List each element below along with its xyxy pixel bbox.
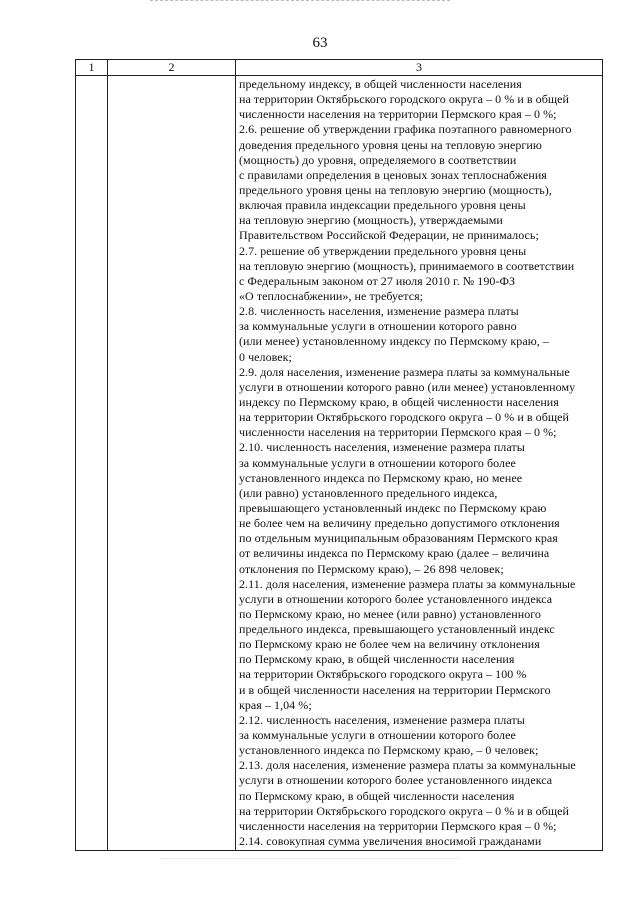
text-line: (или равно) установленного предельного индекса, [239, 485, 498, 500]
text-line: с правилами определения в ценовых зонах теплоснабжения [239, 167, 547, 182]
text-line: предельного индекса, превышающего установленный индекс [239, 622, 555, 637]
text-line: с Федеральным законом от 27 июля 2010 г. № 190-ФЗ [239, 273, 516, 288]
text-line: индексу по Пермскому краю, в общей численности населения [239, 394, 559, 409]
text-line: «О теплоснабжении», не требуется; [239, 288, 424, 303]
column-header-1: 1 [76, 60, 108, 76]
text-line: 2.14. совокупная сумма увеличения вносимой гражданами [239, 834, 542, 849]
text-line: доведения предельного уровня цены на тепловую энергию [239, 137, 542, 152]
text-line: 2.7. решение об утверждении предельного уровня цены [239, 243, 527, 258]
text-line: на территории Октябрьского городского округа – 0 % и в общей [239, 803, 570, 818]
text-line: предельного уровня цены на тепловую энергию (мощность), [239, 182, 552, 197]
table-header-row [76, 60, 603, 76]
text-line: за коммунальные услуги в отношении которого более [239, 455, 516, 470]
text-line: превышающего установленный индекс по Пермскому краю [239, 500, 547, 515]
text-line: 2.9. доля населения, изменение размера платы за коммунальные [239, 364, 570, 379]
text-line: по Пермскому краю, но менее (или равно) установленного [239, 606, 541, 621]
text-line: отклонения по Пермскому краю), – 26 898 человек; [239, 561, 504, 576]
page-number: 63 [312, 35, 328, 51]
text-line: 2.6. решение об утверждении графика поэтапного равномерного [239, 122, 572, 137]
text-line: за коммунальные услуги в отношении которого равно [239, 319, 517, 334]
document-table [75, 59, 603, 851]
text-line: 2.11. доля населения, изменение размера платы за коммунальные [239, 576, 576, 591]
text-line: 0 человек; [239, 349, 292, 364]
text-line: численности населения на территории Пермского края – 0 %; [239, 107, 557, 122]
text-line: не более чем на величину предельно допустимого отклонения [239, 516, 560, 531]
text-line: 2.12. численность населения, изменение размера платы [239, 712, 525, 727]
text-line: на территории Октябрьского городского округа – 0 % и в общей [239, 92, 570, 107]
text-line: численности населения на территории Пермского края – 0 %; [239, 818, 557, 833]
text-line: 2.8. численность населения, изменение размера платы [239, 304, 519, 319]
text-line: (или менее) установленному индексу по Пермскому краю, – [239, 334, 549, 349]
cell-col-1 [76, 76, 108, 851]
text-line: по Пермскому краю не более чем на величину отклонения [239, 637, 540, 652]
text-line: и в общей численности населения на территории Пермского [239, 682, 551, 697]
text-line: услуги в отношении которого более установленного индекса [239, 591, 553, 606]
text-line: 2.13. доля населения, изменение размера платы за коммунальные [239, 758, 576, 773]
column-header-3: 3 [236, 60, 603, 76]
text-line: численности населения на территории Пермского края – 0 %; [239, 425, 557, 440]
text-line: установленного индекса по Пермскому краю, – 0 человек; [239, 743, 539, 758]
text-line: на территории Октябрьского городского округа – 100 % [239, 667, 527, 682]
text-line: на территории Октябрьского городского округа – 0 % и в общей [239, 410, 570, 425]
text-line: (мощность) до уровня, определяемого в соответствии [239, 152, 517, 167]
text-line: на тепловую энергию (мощность), принимаемого в соответствии [239, 258, 575, 273]
column-header-2: 2 [108, 60, 236, 76]
text-line: по Пермскому краю, в общей численности населения [239, 788, 515, 803]
text-line: края – 1,04 %; [239, 697, 312, 712]
text-line: включая правила индексации предельного уровня цены [239, 198, 526, 213]
text-line: услуги в отношении которого равно (или менее) установленному [239, 379, 576, 394]
text-line: от величины индекса по Пермскому краю (далее – величина [239, 546, 550, 561]
text-line: за коммунальные услуги в отношении которого более [239, 728, 516, 743]
text-line: установленного индекса по Пермскому краю, но менее [239, 470, 523, 485]
text-line: на тепловую энергию (мощность), утверждаемыми [239, 213, 503, 228]
table-row [76, 76, 603, 851]
text-line: Правительством Российской Федерации, не принималось; [239, 228, 539, 243]
text-line: по Пермскому краю, в общей численности населения [239, 652, 515, 667]
cell-col-2 [108, 76, 236, 851]
scan-edge-marks [160, 858, 460, 860]
text-line: предельному индексу, в общей численности населения [239, 77, 522, 91]
text-line: услуги в отношении которого более установленного индекса [239, 773, 553, 788]
cell-col-3-text [236, 76, 603, 851]
scan-edge-marks [150, 0, 450, 3]
text-line: по отдельным муниципальным образованиям Пермского края [239, 531, 558, 546]
text-line: 2.10. численность населения, изменение размера платы [239, 440, 525, 455]
